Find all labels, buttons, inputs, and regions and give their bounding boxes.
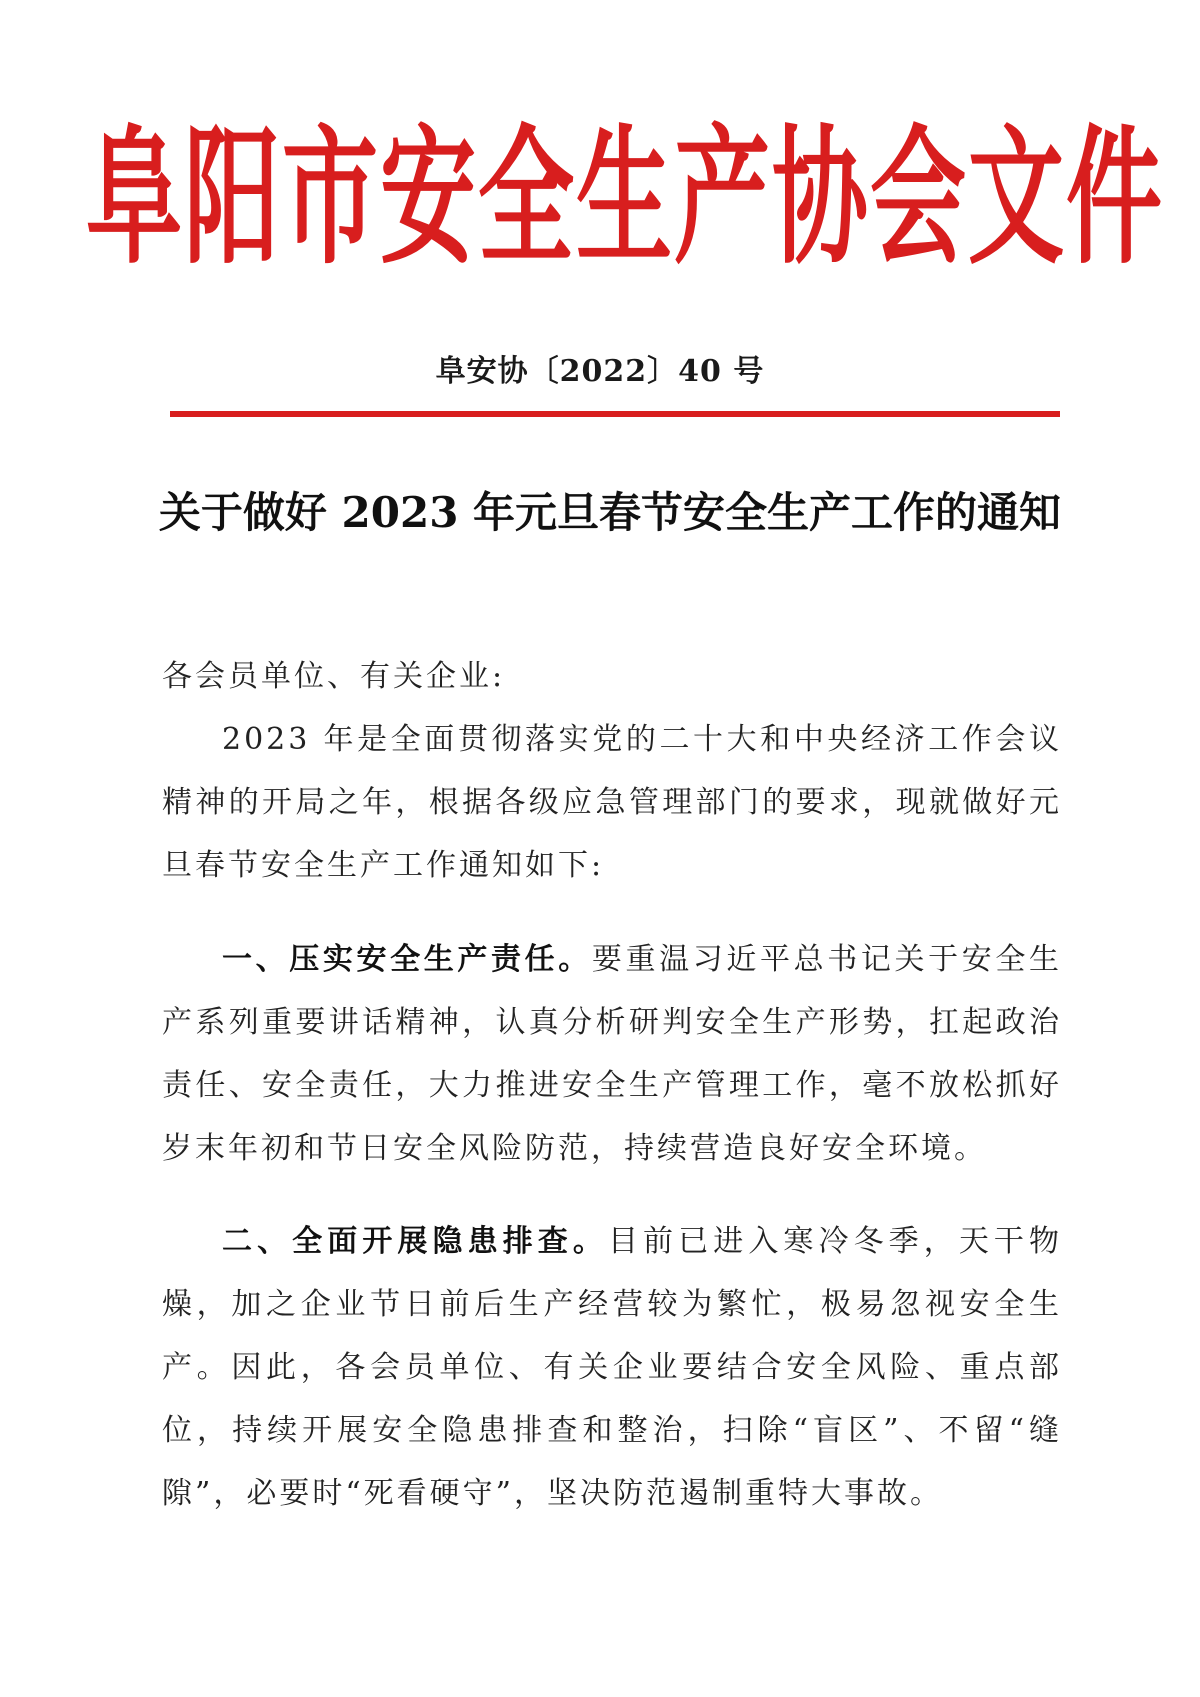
section-paragraph-2 [162,1210,1062,1525]
document-title: 关于做好 2023 年元旦春节安全生产工作的通知 [158,488,1062,537]
section-text-1: 要重温习近平总书记关于安全生产系列重要讲话精神，认真分析研判安全生产形势，扛起政治责任、安全责任，大力推进安全生产管理工作，毫不放松抓好岁末年初和节日安全风险防范，持续营造良好安全环境。 [162,942,1062,1166]
red-divider [170,411,1060,417]
section-heading-2: 二、全面开展隐患排查。 [222,1224,608,1259]
salutation: 各会员单位、有关企业: [162,659,506,694]
masthead [86,110,1164,285]
section-heading-1: 一、压实安全生产责任。 [222,942,592,977]
section-paragraph-1 [162,928,1062,1180]
document-number: 阜安协〔2022〕40 号 [435,354,765,389]
intro-paragraph: 2023 年是全面贯彻落实党的二十大和中央经济工作会议精神的开局之年，根据各级应急管理部门的要求，现就做好元旦春节安全生产工作通知如下: [162,722,1062,883]
masthead-title: 阜阳市安全生产协会文件 [86,110,1164,285]
section-text-2: 目前已进入寒冷冬季，天干物燥，加之企业节日前后生产经营较为繁忙，极易忽视安全生产。因此，各会员单位、有关企业要结合安全风险、重点部位，持续开展安全隐患排查和整治，扫除“盲区”、不留“缝隙”，必要时“死看硬守”，坚决防范遏制重特大事故。 [162,1224,1063,1511]
